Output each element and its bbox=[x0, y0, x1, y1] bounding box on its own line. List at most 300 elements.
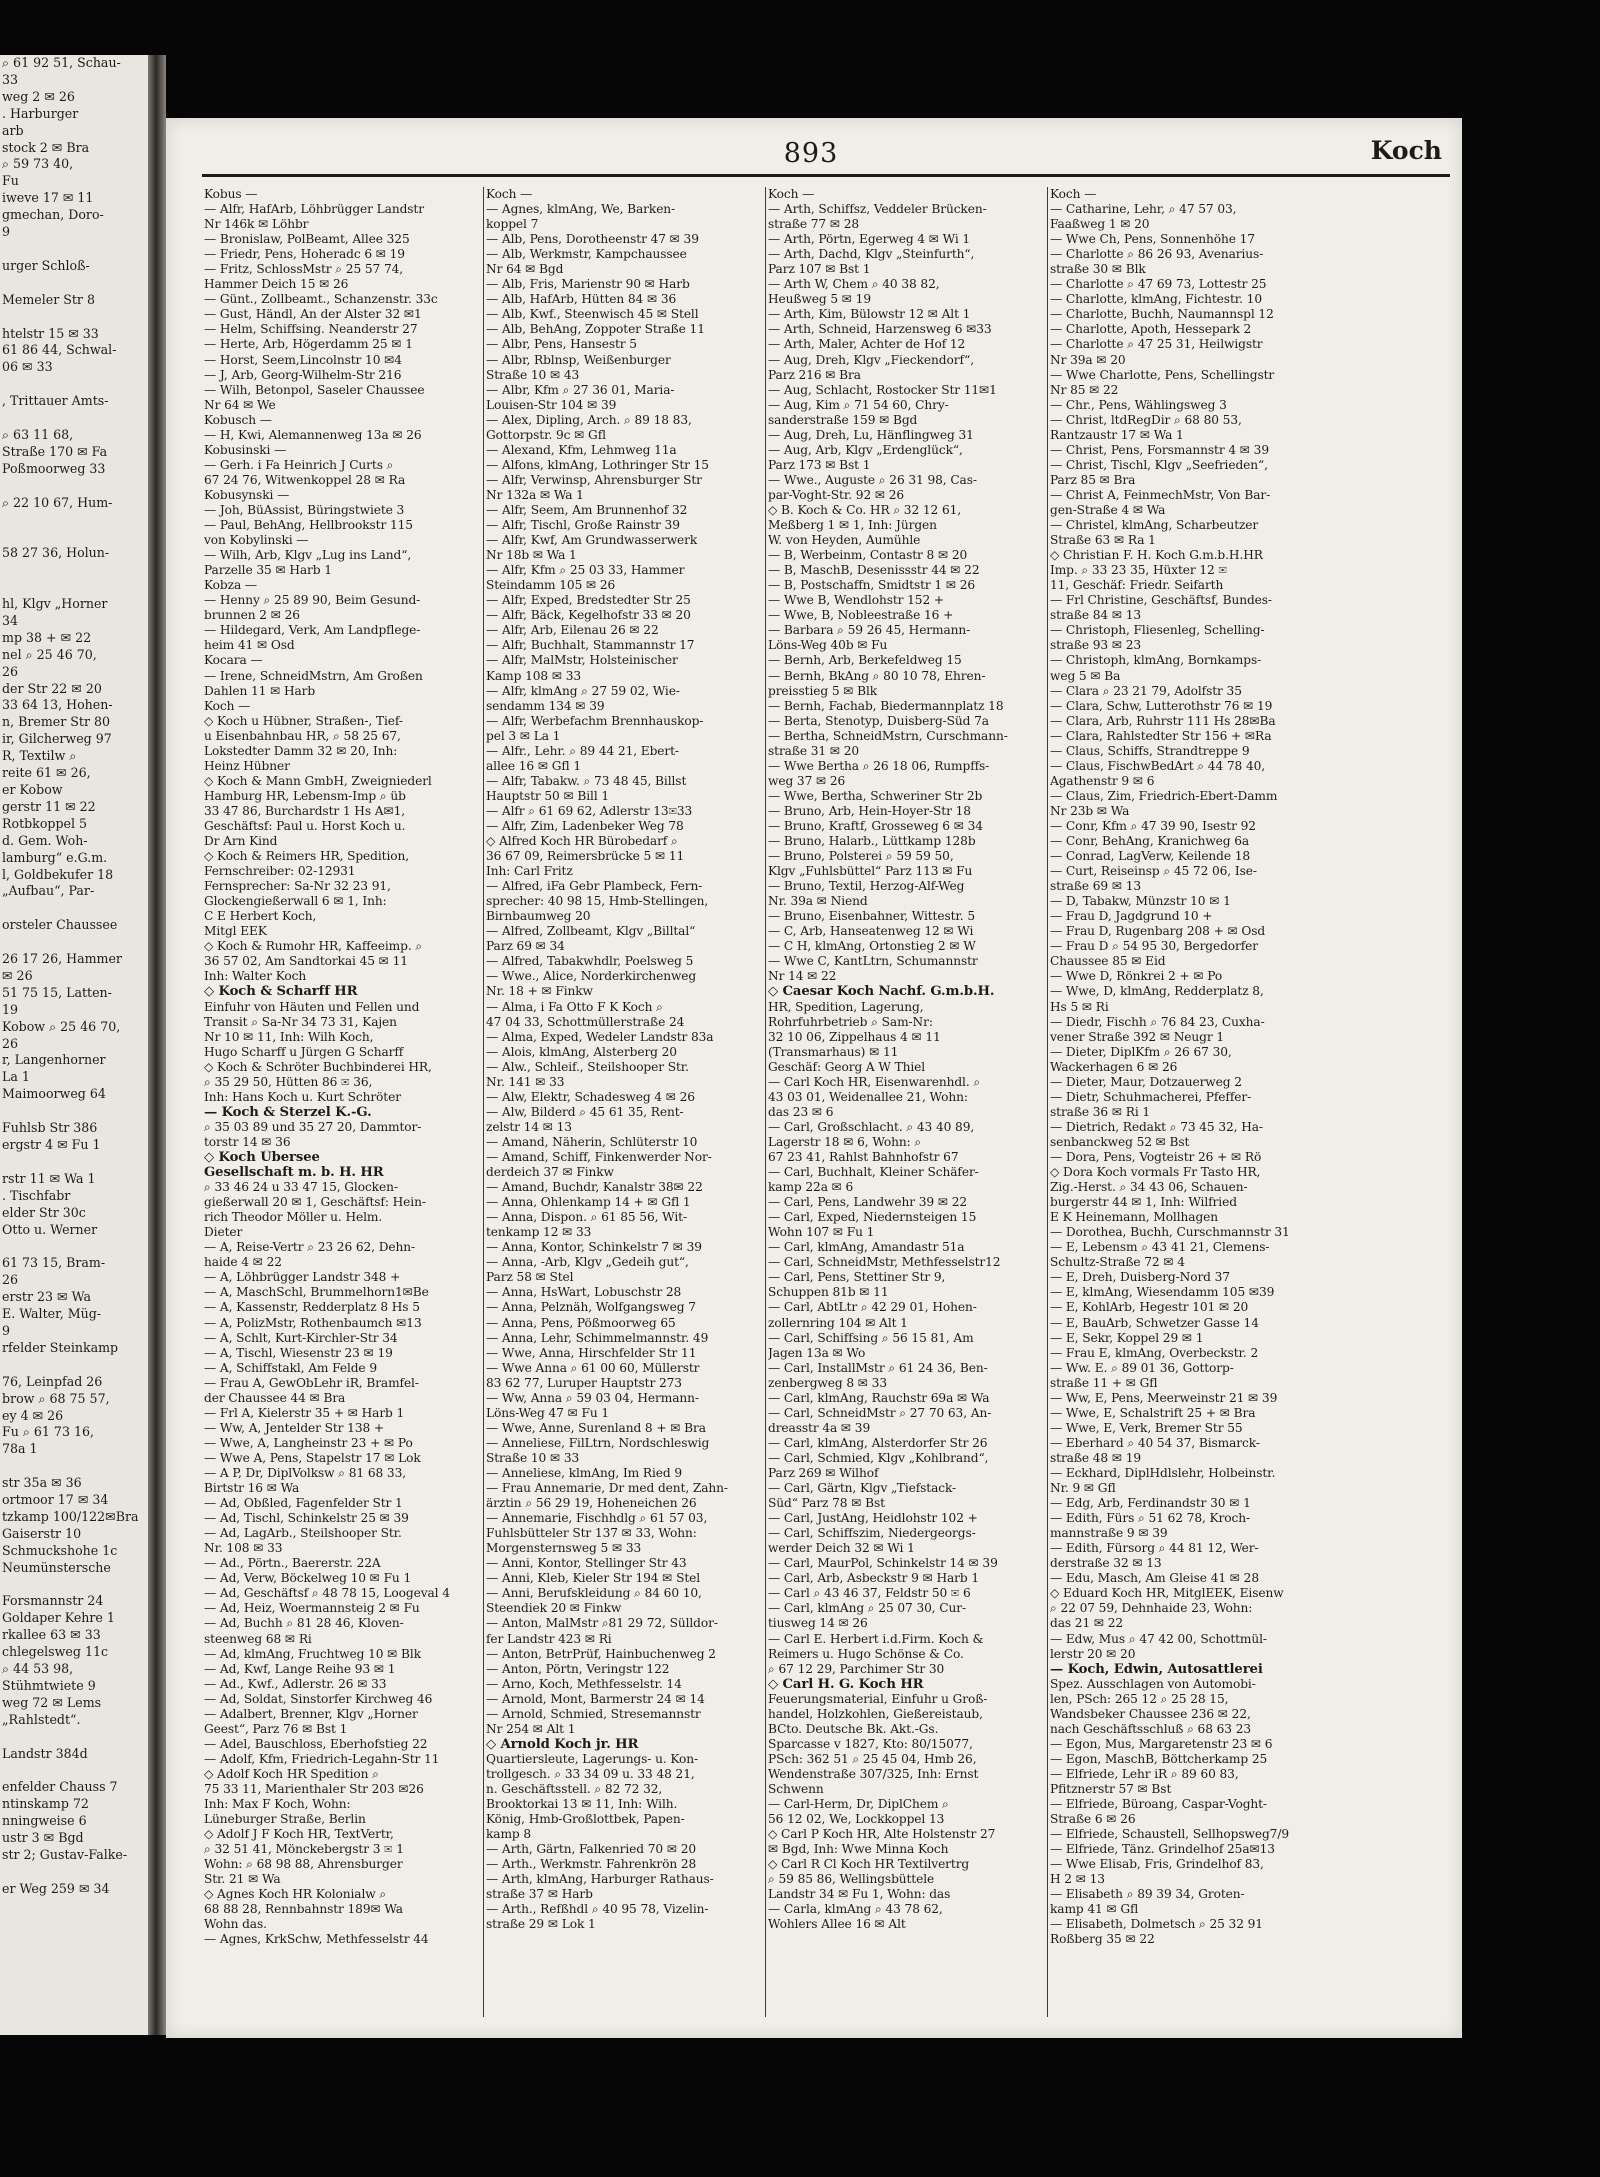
facing-page-line bbox=[0, 1238, 148, 1255]
facing-page-line bbox=[0, 562, 148, 579]
directory-entry-line: — Amand, Näherin, Schlüterstr 10 bbox=[486, 1134, 698, 1149]
facing-page-line: er Weg 259 ✉ 34 bbox=[2, 1880, 110, 1896]
directory-entry-line: — Herte, Arb, Högerdamm 25 ✉ 1 bbox=[204, 337, 413, 352]
directory-entry-line: weg 5 ✉ Ba bbox=[1050, 668, 1121, 683]
facing-page-line: rkallee 63 ✉ 33 bbox=[2, 1627, 101, 1643]
directory-entry-line: — Fritz, SchlossMstr ⌕ 25 57 74, bbox=[204, 262, 404, 277]
directory-entry-line: straße 36 ✉ Ri 1 bbox=[1050, 1104, 1151, 1119]
running-head: Koch bbox=[1370, 136, 1442, 165]
directory-entry-line: — Carl, klmAng, Alsterdorfer Str 26 bbox=[768, 1435, 988, 1450]
directory-entry-line: — Alfr, klmAng ⌕ 27 59 02, Wie- bbox=[486, 683, 680, 698]
directory-entry-line: handel, Holzkohlen, Gießereistaub, bbox=[768, 1706, 983, 1721]
facing-page-line: Stühmtwiete 9 bbox=[2, 1678, 96, 1693]
directory-entry-line: — Anna, HsWart, Lobuschstr 28 bbox=[486, 1285, 682, 1300]
directory-entry-line: — Frau D, Jagdgrund 10 + bbox=[1050, 909, 1213, 924]
directory-entry-line: Hs 5 ✉ Ri bbox=[1050, 999, 1109, 1014]
facing-page-line: Poßmoorweg 33 bbox=[2, 460, 106, 476]
directory-entry-line: mannstraße 9 ✉ 39 bbox=[1050, 1526, 1168, 1541]
directory-entry-line: — Albr, Kfm ⌕ 27 36 01, Maria- bbox=[486, 382, 675, 397]
facing-page-line: ⌕ 61 92 51, Schau- bbox=[2, 55, 121, 70]
directory-entry-line: koppel 7 bbox=[486, 217, 539, 232]
directory-entry-line: — Anton, BetrPrüf, Hainbuchenweg 2 bbox=[486, 1646, 716, 1661]
directory-entry-line: — Dieter, Maur, Dotzauerweg 2 bbox=[1050, 1074, 1242, 1089]
directory-entry-line: — Edw, Mus ⌕ 47 42 00, Schottmül- bbox=[1050, 1631, 1267, 1646]
directory-entry-line: — Bruno, Arb, Hein-Hoyer-Str 18 bbox=[768, 803, 971, 818]
directory-entry-line: Wackerhagen 6 ✉ 26 bbox=[1050, 1059, 1178, 1074]
directory-entry-line: — Koch, Edwin, Autosattlerei bbox=[1050, 1661, 1263, 1677]
facing-page-line: reite 61 ✉ 26, bbox=[2, 765, 91, 781]
directory-entry-line: 32 10 06, Zippelhaus 4 ✉ 11 bbox=[768, 1029, 941, 1044]
directory-entry-line: — Arth., Werkmstr. Fahrenkrön 28 bbox=[486, 1857, 697, 1872]
directory-entry-line: Geschäftsf: Paul u. Horst Koch u. bbox=[204, 818, 406, 833]
facing-page-line bbox=[0, 511, 148, 528]
directory-entry-line: — Clara, Rahlstedter Str 156 + ✉Ra bbox=[1050, 728, 1272, 743]
directory-entry-line: Landstr 34 ✉ Fu 1, Wohn: das bbox=[768, 1887, 951, 1902]
directory-entry-line: Faaßweg 1 ✉ 20 bbox=[1050, 217, 1150, 232]
facing-page-line: Rotbkoppel 5 bbox=[2, 815, 88, 831]
directory-entry-line: — Bruno, Halarb., Lüttkamp 128b bbox=[768, 834, 976, 849]
facing-page-line: weg 72 ✉ Lems bbox=[2, 1694, 102, 1710]
directory-entry-line: Schuppen 81b ✉ 11 bbox=[768, 1285, 889, 1300]
directory-entry-line: — Carl, AbtLtr ⌕ 42 29 01, Hohen- bbox=[768, 1300, 977, 1315]
facing-page-line bbox=[0, 1103, 148, 1120]
directory-entry-line: Parz 173 ✉ Bst 1 bbox=[768, 457, 871, 472]
directory-entry-line: — Eckhard, DiplHdlslehr, Holbeinstr. bbox=[1050, 1465, 1276, 1480]
directory-entry-line: — Aug, Schlacht, Rostocker Str 11✉1 bbox=[768, 382, 997, 397]
facing-page-line: d. Gem. Woh- bbox=[2, 832, 88, 848]
directory-entry-line: — H, Kwi, Alemannenweg 13a ✉ 26 bbox=[204, 427, 422, 442]
facing-page-line: 34 bbox=[2, 612, 19, 628]
directory-entry-line: straße 30 ✉ Blk bbox=[1050, 262, 1146, 277]
facing-page-line: ustr 3 ✉ Bgd bbox=[2, 1830, 84, 1846]
facing-page-line: 76, Leinpfad 26 bbox=[2, 1373, 103, 1389]
directory-entry-line: Roßberg 35 ✉ 22 bbox=[1050, 1932, 1155, 1947]
directory-entry-line: Straße 6 ✉ 26 bbox=[1050, 1812, 1136, 1827]
directory-entry-line: — Amand, Schiff, Finkenwerder Nor- bbox=[486, 1150, 712, 1164]
directory-entry-line: — Bronislaw, PolBeamt, Allee 325 bbox=[204, 232, 410, 247]
directory-entry-line: fer Landstr 423 ✉ Ri bbox=[486, 1631, 612, 1646]
directory-entry-line: preisstieg 5 ✉ Blk bbox=[768, 683, 878, 698]
directory-entry-line: — Conr, Kfm ⌕ 47 39 90, Isestr 92 bbox=[1050, 818, 1256, 833]
facing-page-line bbox=[0, 1577, 148, 1594]
directory-entry-line: ◇ Eduard Koch HR, MitglEEK, Eisenw bbox=[1050, 1586, 1284, 1601]
directory-entry-line: — Clara, Arb, Ruhrstr 111 Hs 28✉Ba bbox=[1050, 713, 1276, 728]
facing-page-line: 9 bbox=[2, 224, 11, 240]
directory-entry-line: — Alw, Elektr, Schadesweg 4 ✉ 26 bbox=[486, 1089, 695, 1104]
directory-entry-line: allee 16 ✉ Gfl 1 bbox=[486, 758, 582, 773]
facing-page-line: . Harburger bbox=[2, 105, 79, 121]
directory-entry-line: — Alfred, Zollbeamt, Klgv „Billtal“ bbox=[486, 924, 696, 939]
directory-entry-line: Schwenn bbox=[768, 1781, 824, 1796]
directory-entry-line: Nr 85 ✉ 22 bbox=[1050, 382, 1119, 397]
directory-entry-line: rich Theodor Möller u. Helm. bbox=[204, 1210, 383, 1225]
directory-entry-line: Brooktorkai 13 ✉ 11, Inh: Wilh. bbox=[486, 1797, 678, 1812]
directory-entry-line: — Elfriede, Schaustell, Sellhopsweg7/9 bbox=[1050, 1827, 1289, 1842]
directory-entry-line: — Henny ⌕ 25 89 90, Beim Gesund- bbox=[204, 593, 421, 608]
directory-entry-line: Hugo Scharff u Jürgen G Scharff bbox=[204, 1044, 404, 1059]
directory-entry-line: — Bernh, Arb, Berkefeldweg 15 bbox=[768, 653, 962, 668]
directory-entry-line: — Dorothea, Buchh, Curschmannstr 31 bbox=[1050, 1225, 1290, 1240]
directory-entry-line: HR, Spedition, Lagerung, bbox=[768, 999, 924, 1014]
column-divider bbox=[1047, 187, 1048, 2017]
directory-entry-line: — Alb, HafArb, Hütten 84 ✉ 36 bbox=[486, 292, 677, 307]
directory-entry-line: — Wwe, D, klmAng, Redderplatz 8, bbox=[1050, 984, 1264, 999]
directory-entry-line: — E, klmAng, Wiesendamm 105 ✉39 bbox=[1050, 1285, 1275, 1300]
directory-entry-line: heim 41 ✉ Osd bbox=[204, 638, 295, 653]
directory-entry-line: Hamburg HR, Lebensm-Imp ⌕ üb bbox=[204, 788, 406, 803]
directory-entry-line: — Bruno, Kraftf, Grosseweg 6 ✉ 34 bbox=[768, 818, 983, 833]
directory-entry-line: Nr 10 ✉ 11, Inh: Wilh Koch, bbox=[204, 1029, 374, 1044]
directory-entry-line: — Frl A, Kielerstr 35 + ✉ Harb 1 bbox=[204, 1405, 405, 1420]
directory-entry-line: — Christ, ltdRegDir ⌕ 68 80 53, bbox=[1050, 412, 1242, 427]
directory-entry-line: zelstr 14 ✉ 13 bbox=[486, 1119, 572, 1134]
facing-page-text bbox=[0, 55, 148, 1898]
directory-entry-line: W. von Heyden, Aumühle bbox=[768, 533, 921, 548]
directory-entry-line: — A P, Dr, DiplVolksw ⌕ 81 68 33, bbox=[204, 1465, 406, 1480]
directory-entry-line: — Dieter, DiplKfm ⌕ 26 67 30, bbox=[1050, 1044, 1232, 1059]
directory-entry-line: — Charlotte ⌕ 86 26 93, Avenarius- bbox=[1050, 247, 1264, 262]
facing-page-line bbox=[0, 478, 148, 495]
directory-entry-line: — Frau A, GewObLehr iR, Bramfel- bbox=[204, 1375, 419, 1390]
facing-page-line bbox=[0, 241, 148, 258]
directory-entry-line: — Alb, Werkmstr, Kampchaussee bbox=[486, 247, 687, 262]
facing-page-line: Landstr 384d bbox=[2, 1745, 88, 1761]
directory-entry-line: — Frau E, klmAng, Overbeckstr. 2 bbox=[1050, 1345, 1259, 1360]
facing-page-line: 61 86 44, Schwal- bbox=[2, 342, 117, 358]
directory-entry-line: — Anna, -Arb, Klgv „Gedeih gut“, bbox=[486, 1255, 689, 1270]
facing-page-line: Goldaper Kehre 1 bbox=[2, 1610, 115, 1626]
facing-page-line bbox=[0, 1154, 148, 1171]
directory-entry-line: — Carl, JustAng, Heidlohstr 102 + bbox=[768, 1511, 978, 1526]
directory-entry-line: Steendiek 20 ✉ Finkw bbox=[486, 1601, 622, 1616]
column-3 bbox=[768, 187, 1046, 2022]
facing-page-line: ⌕ 22 10 67, Hum- bbox=[2, 494, 113, 510]
directory-entry-line: ◇ Christian F. H. Koch G.m.b.H.HR bbox=[1050, 548, 1263, 563]
directory-entry-line: Schultz-Straße 72 ✉ 4 bbox=[1050, 1255, 1185, 1270]
directory-entry-line: — Bernh, Fachab, Biedermannplatz 18 bbox=[768, 698, 1004, 713]
directory-entry-line: Nr 146k ✉ Löhbr bbox=[204, 217, 309, 232]
directory-entry-line: — Egon, MaschB, Böttcherkamp 25 bbox=[1050, 1751, 1268, 1766]
directory-entry-line: Geest“, Parz 76 ✉ Bst 1 bbox=[204, 1721, 348, 1736]
directory-entry-line: — Ad, Soldat, Sinstorfer Kirchweg 46 bbox=[204, 1691, 433, 1706]
directory-entry-line: — Albr, Pens, Hansestr 5 bbox=[486, 337, 637, 352]
facing-page-line bbox=[0, 376, 148, 393]
directory-entry-line: straße 48 ✉ 19 bbox=[1050, 1450, 1142, 1465]
directory-entry-line: — Ad, Heiz, Woermannsteig 2 ✉ Fu bbox=[204, 1601, 420, 1616]
directory-entry-line: ◇ Koch u Hübner, Straßen-, Tief- bbox=[204, 713, 403, 728]
directory-entry-line: — Arth W, Chem ⌕ 40 38 82, bbox=[768, 277, 940, 292]
directory-entry-line: gen-Straße 4 ✉ Wa bbox=[1050, 502, 1166, 517]
directory-entry-line: ◇ B. Koch & Co. HR ⌕ 32 12 61, bbox=[768, 502, 962, 517]
facing-page-fragment bbox=[0, 55, 150, 2035]
directory-entry-line: — Aug, Kim ⌕ 71 54 60, Chry- bbox=[768, 397, 949, 412]
directory-entry-line: — Ad., Kwf., Adlerstr. 26 ✉ 33 bbox=[204, 1676, 387, 1691]
directory-entry-line: — Alfr, Kwf, Am Grundwasserwerk bbox=[486, 533, 698, 548]
directory-entry-line: — Carl, Pens, Landwehr 39 ✉ 22 bbox=[768, 1195, 968, 1210]
directory-entry-line: — Ad, Obßled, Fagenfelder Str 1 bbox=[204, 1496, 403, 1511]
directory-entry-line: von Kobylinski — bbox=[204, 533, 309, 548]
facing-page-line: „Aufbau“, Par- bbox=[2, 883, 95, 899]
directory-entry-line: — A, MaschSchl, Brummelhorn1✉Be bbox=[204, 1285, 429, 1300]
facing-page-line: ✉ 26 bbox=[2, 967, 33, 983]
directory-entry-line: Parz 58 ✉ Stel bbox=[486, 1270, 574, 1285]
facing-page-line: Fu ⌕ 61 73 16, bbox=[2, 1424, 94, 1440]
directory-entry-line: — Ad, Geschäftsf ⌕ 48 78 15, Loogeval 4 bbox=[204, 1586, 450, 1601]
header-rule bbox=[202, 174, 1450, 177]
directory-entry-line: — Ww, E, Pens, Meerweinstr 21 ✉ 39 bbox=[1050, 1390, 1278, 1405]
facing-page-line: rfelder Steinkamp bbox=[2, 1339, 119, 1355]
directory-entry-line: — Wwe, E, Verk, Bremer Str 55 bbox=[1050, 1420, 1243, 1435]
directory-entry-line: trollgesch. ⌕ 33 34 09 u. 33 48 21, bbox=[486, 1766, 695, 1781]
directory-entry-line: straße 37 ✉ Harb bbox=[486, 1887, 593, 1902]
facing-page-line: gerstr 11 ✉ 22 bbox=[2, 798, 96, 814]
directory-entry-line: Hammer Deich 15 ✉ 26 bbox=[204, 277, 349, 292]
directory-entry-line: — B, Werbeinm, Contastr 8 ✉ 20 bbox=[768, 548, 968, 563]
facing-page-line: 19 bbox=[2, 1001, 19, 1017]
directory-entry-line: — Wwe B, Wendlohstr 152 + bbox=[768, 593, 944, 608]
directory-entry-line: — Ad, LagArb., Steilshooper Str. bbox=[204, 1526, 402, 1541]
directory-entry-line: — Arth., Refßhdl ⌕ 40 95 78, Vizelin- bbox=[486, 1902, 709, 1917]
directory-entry-line: — Ad, Kwf, Lange Reihe 93 ✉ 1 bbox=[204, 1661, 396, 1676]
directory-entry-line: — Frau Annemarie, Dr med dent, Zahn- bbox=[486, 1481, 728, 1496]
directory-entry-line: ◇ Carl P Koch HR, Alte Holstenstr 27 bbox=[768, 1827, 996, 1842]
directory-entry-line: steenweg 68 ✉ Ri bbox=[204, 1631, 312, 1646]
facing-page-line: ⌕ 44 53 98, bbox=[2, 1661, 74, 1677]
directory-entry-line: Dr Arn Kind bbox=[204, 834, 278, 849]
directory-entry-line: Dieter bbox=[204, 1225, 243, 1240]
directory-entry-line: u Eisenbahnbau HR, ⌕ 58 25 67, bbox=[204, 728, 401, 743]
facing-page-line: der Str 22 ✉ 20 bbox=[2, 680, 102, 696]
facing-page-line: 78a 1 bbox=[2, 1441, 38, 1457]
directory-entry-line: Str. 21 ✉ Wa bbox=[204, 1872, 281, 1887]
directory-entry-line: — Arth, klmAng, Harburger Rathaus- bbox=[486, 1872, 714, 1887]
facing-page-line: str 2; Gustav-Falke- bbox=[2, 1847, 128, 1863]
facing-page-line: 51 75 15, Latten- bbox=[2, 984, 112, 1000]
directory-entry-line: — Charlotte ⌕ 47 69 73, Lottestr 25 bbox=[1050, 277, 1267, 292]
directory-entry-line: n. Geschäftsstell. ⌕ 82 72 32, bbox=[486, 1781, 663, 1796]
directory-entry-line: — Wilh, Betonpol, Saseler Chaussee bbox=[204, 382, 425, 397]
facing-page-line: nel ⌕ 25 46 70, bbox=[2, 646, 97, 662]
directory-entry-line: gießerwall 20 ✉ 1, Geschäftsf: Hein- bbox=[204, 1195, 426, 1210]
facing-page-line: ergstr 4 ✉ Fu 1 bbox=[2, 1137, 101, 1152]
facing-page-line: La 1 bbox=[2, 1069, 30, 1085]
directory-entry-line: — Carl, InstallMstr ⌕ 61 24 36, Ben- bbox=[768, 1360, 988, 1375]
directory-entry-line: — Christel, klmAng, Scharbeutzer bbox=[1050, 518, 1259, 533]
directory-entry-line: — A, Kassenstr, Redderplatz 8 Hs 5 bbox=[204, 1300, 420, 1315]
directory-entry-line: — Ad, Buchh ⌕ 81 28 46, Kloven- bbox=[204, 1616, 404, 1631]
directory-entry-line: Mitgl EEK bbox=[204, 924, 267, 939]
directory-entry-line: Steindamm 105 ✉ 26 bbox=[486, 578, 616, 593]
directory-entry-line: — A, Schlt, Kurt-Kirchler-Str 34 bbox=[204, 1330, 398, 1345]
directory-entry-line: — Arnold, Mont, Barmerstr 24 ✉ 14 bbox=[486, 1691, 705, 1706]
directory-entry-line: Nr 39a ✉ 20 bbox=[1050, 352, 1126, 367]
directory-entry-line: Wohn: ⌕ 68 98 88, Ahrensburger bbox=[204, 1857, 403, 1872]
directory-entry-line: ⌕ 35 29 50, Hütten 86 ✉ 36, bbox=[204, 1074, 373, 1089]
facing-page-line: 06 ✉ 33 bbox=[2, 359, 53, 375]
directory-entry-line: Sparcasse v 1827, Kto: 80/15077, bbox=[768, 1736, 973, 1751]
directory-entry-line: — Charlotte, Buchh, Naumannspl 12 bbox=[1050, 307, 1274, 322]
directory-entry-line: Lüneburger Straße, Berlin bbox=[204, 1812, 366, 1827]
directory-entry-line: — Adel, Bauschloss, Eberhofstieg 22 bbox=[204, 1736, 428, 1751]
directory-entry-line: Inh: Hans Koch u. Kurt Schröter bbox=[204, 1089, 401, 1104]
directory-entry-line: Nr 14 ✉ 22 bbox=[768, 969, 837, 984]
directory-entry-line: lerstr 20 ✉ 20 bbox=[1050, 1646, 1136, 1661]
directory-entry-line: — Chr., Pens, Wählingsweg 3 bbox=[1050, 397, 1227, 412]
directory-entry-line: — Anna, Kontor, Schinkelstr 7 ✉ 39 bbox=[486, 1240, 702, 1255]
directory-entry-line: Löns-Weg 40b ✉ Fu bbox=[768, 638, 888, 653]
directory-entry-line: — Irene, SchneidMstrn, Am Großen bbox=[204, 668, 423, 683]
directory-entry-line: BCto. Deutsche Bk. Akt.-Gs. bbox=[768, 1721, 939, 1736]
directory-entry-line: Koch — bbox=[204, 698, 251, 713]
directory-entry-line: — Edith, Fürsorg ⌕ 44 81 12, Wer- bbox=[1050, 1541, 1259, 1556]
directory-entry-line: — Alfr, Arb, Eilenau 26 ✉ 22 bbox=[486, 623, 659, 638]
directory-entry-line: — A, PolizMstr, Rothenbaumch ✉13 bbox=[204, 1315, 422, 1330]
directory-entry-line: Morgensternsweg 5 ✉ 33 bbox=[486, 1541, 642, 1556]
directory-entry-line: sanderstraße 159 ✉ Bgd bbox=[768, 412, 918, 427]
facing-page-line: rstr 11 ✉ Wa 1 bbox=[2, 1170, 96, 1186]
directory-entry-line: Feuerungsmaterial, Einfuhr u Groß- bbox=[768, 1691, 988, 1706]
directory-entry-line: — Alfred, Tabakwhdlr, Poelsweg 5 bbox=[486, 954, 694, 969]
directory-entry-line: Koch — bbox=[768, 187, 815, 201]
facing-page-line: chlegelsweg 11c bbox=[2, 1644, 109, 1660]
directory-entry-line: Inh: Walter Koch bbox=[204, 969, 307, 984]
directory-entry-line: — Alfr, Exped, Bredstedter Str 25 bbox=[486, 593, 691, 608]
directory-entry-line: — Anna, Pens, Pößmoorweg 65 bbox=[486, 1315, 676, 1330]
directory-entry-line: — Alfr, Werbefachm Brennhauskop- bbox=[486, 713, 704, 728]
directory-entry-line: — Carl, SchneidMstr ⌕ 27 70 63, An- bbox=[768, 1405, 992, 1420]
facing-page-line: nningweise 6 bbox=[2, 1813, 87, 1829]
directory-entry-line: — Adalbert, Brenner, Klgv „Horner bbox=[204, 1706, 418, 1721]
facing-page-line: 26 bbox=[2, 1272, 19, 1288]
directory-entry-line: — Carl, Arb, Asbeckstr 9 ✉ Harb 1 bbox=[768, 1571, 979, 1586]
directory-entry-line: Birnbaumweg 20 bbox=[486, 909, 591, 924]
directory-entry-line: Rantzaustr 17 ✉ Wa 1 bbox=[1050, 427, 1184, 442]
facing-page-line: 58 27 36, Holun- bbox=[2, 545, 110, 561]
directory-entry-line: — Anneliese, FilLtrn, Nordschleswig bbox=[486, 1435, 710, 1450]
directory-entry-line: — Arno, Koch, Methfesselstr. 14 bbox=[486, 1676, 682, 1691]
facing-page-line: arb bbox=[2, 122, 24, 138]
directory-entry-line: E K Heinemann, Mollhagen bbox=[1050, 1210, 1219, 1225]
facing-page-line bbox=[0, 528, 148, 545]
directory-entry-line: Nr. 39a ✉ Niend bbox=[768, 894, 868, 909]
directory-entry-line: — Koch & Sterzel K.-G. bbox=[204, 1104, 372, 1120]
facing-page-line bbox=[0, 1864, 148, 1881]
directory-entry-line: — Carl, Schiffszim, Niedergeorgs- bbox=[768, 1526, 976, 1541]
directory-entry-line: Louisen-Str 104 ✉ 39 bbox=[486, 397, 617, 412]
facing-page-line: Memeler Str 8 bbox=[2, 291, 95, 307]
directory-entry-line: Pfitznerstr 57 ✉ Bst bbox=[1050, 1781, 1172, 1796]
directory-entry-line: straße 77 ✉ 28 bbox=[768, 217, 860, 232]
directory-entry-line: — Arth, Schneid, Harzensweg 6 ✉33 bbox=[768, 322, 992, 337]
directory-entry-line: 83 62 77, Luruper Hauptstr 273 bbox=[486, 1375, 682, 1390]
directory-entry-line: — E, Dreh, Duisberg-Nord 37 bbox=[1050, 1270, 1230, 1285]
directory-entry-line: — Alma, i Fa Otto F K Koch ⌕ bbox=[486, 999, 663, 1014]
directory-entry-line: — Elfriede, Tänz. Grindelhof 25a✉13 bbox=[1050, 1842, 1275, 1857]
directory-entry-line: 36 57 02, Am Sandtorkai 45 ✉ 11 bbox=[204, 954, 408, 969]
directory-entry-line: — Carl E. Herbert i.d.Firm. Koch & bbox=[768, 1631, 984, 1646]
facing-page-line bbox=[0, 579, 148, 596]
directory-entry-line: — Alfr, Tischl, Große Rainstr 39 bbox=[486, 518, 680, 533]
column-1 bbox=[204, 187, 482, 2022]
directory-entry-line: Imp. ⌕ 33 23 35, Hüxter 12 ✉ bbox=[1050, 563, 1227, 578]
directory-entry-line: — Arth, Pörtn, Egerweg 4 ✉ Wi 1 bbox=[768, 232, 971, 247]
directory-entry-line: Parz 85 ✉ Bra bbox=[1050, 472, 1136, 487]
directory-entry-line: Hauptstr 50 ✉ Bill 1 bbox=[486, 788, 610, 803]
directory-entry-line: dreasstr 4a ✉ 39 bbox=[768, 1420, 871, 1435]
facing-page-line bbox=[0, 1357, 148, 1374]
directory-entry-line: sprecher: 40 98 15, Hmb-Stellingen, bbox=[486, 894, 709, 909]
directory-entry-line: ◇ Adolf Koch HR Spedition ⌕ bbox=[204, 1766, 379, 1781]
facing-page-line bbox=[0, 900, 148, 917]
directory-entry-line: — Arth, Gärtn, Falkenried 70 ✉ 20 bbox=[486, 1842, 697, 1857]
directory-entry-line: tenkamp 12 ✉ 33 bbox=[486, 1225, 592, 1240]
directory-entry-line: — Adolf, Kfm, Friedrich-Legahn-Str 11 bbox=[204, 1751, 440, 1766]
directory-entry-line: das 21 ✉ 22 bbox=[1050, 1616, 1124, 1631]
directory-entry-line: — Carl, Exped, Niedernsteigen 15 bbox=[768, 1210, 977, 1225]
directory-entry-line: Wohlers Allee 16 ✉ Alt bbox=[768, 1917, 906, 1932]
directory-entry-line: — E, KohlArb, Hegestr 101 ✉ 20 bbox=[1050, 1300, 1249, 1315]
directory-entry-line: Fernschreiber: 02-12931 bbox=[204, 864, 356, 879]
facing-page-line: l, Goldbekufer 18 bbox=[2, 866, 114, 882]
directory-entry-line: Heußweg 5 ✉ 19 bbox=[768, 292, 871, 307]
facing-page-line: „Rahlstedt“. bbox=[2, 1711, 81, 1727]
directory-entry-line: — Anton, MalMstr ⌕81 29 72, Sülldor- bbox=[486, 1616, 718, 1631]
facing-page-line: ortmoor 17 ✉ 34 bbox=[2, 1492, 109, 1508]
directory-entry-line: tiusweg 14 ✉ 26 bbox=[768, 1616, 868, 1631]
directory-entry-line: — Christoph, klmAng, Bornkamps- bbox=[1050, 653, 1262, 668]
directory-entry-line: — Edg, Arb, Ferdinandstr 30 ✉ 1 bbox=[1050, 1496, 1251, 1511]
directory-entry-line: Nr 64 ✉ Bgd bbox=[486, 262, 564, 277]
directory-entry-line: — B, Postschaffn, Smidtstr 1 ✉ 26 bbox=[768, 578, 976, 593]
facing-page-line: htelstr 15 ✉ 33 bbox=[2, 325, 99, 341]
column-2 bbox=[486, 187, 764, 2022]
directory-entry-line: — Wilh, Arb, Klgv „Lug ins Land“, bbox=[204, 548, 412, 563]
directory-entry-line: — Günt., Zollbeamt., Schanzenstr. 33c bbox=[204, 292, 438, 307]
directory-entry-line: ◇ Carl H. G. Koch HR bbox=[768, 1676, 924, 1692]
directory-entry-line: 68 88 28, Rennbahnstr 189✉ Wa bbox=[204, 1902, 403, 1917]
facing-page-line: ir, Gilcherweg 97 bbox=[2, 731, 112, 747]
directory-entry-line: — Wwe, Bertha, Schweriner Str 2b bbox=[768, 788, 983, 803]
directory-entry-line: — Anneliese, klmAng, Im Ried 9 bbox=[486, 1465, 682, 1480]
directory-entry-line: straße 31 ✉ 20 bbox=[768, 743, 860, 758]
facing-page-line: Neumünstersche bbox=[2, 1559, 111, 1575]
directory-entry-line: straße 69 ✉ 13 bbox=[1050, 879, 1142, 894]
directory-entry-line: brunnen 2 ✉ 26 bbox=[204, 608, 300, 623]
directory-entry-line: 67 24 76, Witwenkoppel 28 ✉ Ra bbox=[204, 472, 406, 487]
directory-entry-line: — Elfriede, Lehr iR ⌕ 89 60 83, bbox=[1050, 1766, 1239, 1781]
directory-entry-line: — Christoph, Fliesenleg, Schelling- bbox=[1050, 623, 1265, 638]
directory-entry-line: Jagen 13a ✉ Wo bbox=[768, 1345, 866, 1360]
directory-entry-line: — Ad, Tischl, Schinkelstr 25 ✉ 39 bbox=[204, 1511, 409, 1526]
directory-entry-line: Gottorpstr. 9c ✉ Gfl bbox=[486, 427, 606, 442]
directory-entry-line: — Agnes, KrkSchw, Methfesselstr 44 bbox=[204, 1932, 429, 1947]
directory-entry-line: — Wwe Bertha ⌕ 26 18 06, Rumpffs- bbox=[768, 758, 990, 773]
directory-entry-line: Einfuhr von Häuten und Fellen und bbox=[204, 999, 420, 1014]
facing-page-line: 61 73 15, Bram- bbox=[2, 1255, 106, 1271]
directory-entry-line: PSch: 362 51 ⌕ 25 45 04, Hmb 26, bbox=[768, 1751, 977, 1766]
column-divider bbox=[765, 187, 766, 2017]
directory-entry-line: — Egon, Mus, Margaretenstr 23 ✉ 6 bbox=[1050, 1736, 1273, 1751]
directory-entry-line: — C H, klmAng, Ortonstieg 2 ✉ W bbox=[768, 939, 976, 954]
directory-entry-line: par-Voght-Str. 92 ✉ 26 bbox=[768, 487, 905, 502]
directory-entry-line: — Bruno, Eisenbahner, Wittestr. 5 bbox=[768, 909, 976, 924]
directory-entry-line: — J, Arb, Georg-Wilhelm-Str 216 bbox=[204, 367, 402, 382]
directory-entry-line: 43 03 01, Weidenallee 21, Wohn: bbox=[768, 1089, 968, 1104]
directory-entry-line: — Curt, Reiseinsp ⌕ 45 72 06, Ise- bbox=[1050, 864, 1257, 879]
directory-entry-line: — Christ, Pens, Forsmannstr 4 ✉ 39 bbox=[1050, 442, 1269, 457]
directory-entry-line: Wohn das. bbox=[204, 1917, 267, 1932]
facing-page-line: 26 bbox=[2, 1035, 19, 1051]
